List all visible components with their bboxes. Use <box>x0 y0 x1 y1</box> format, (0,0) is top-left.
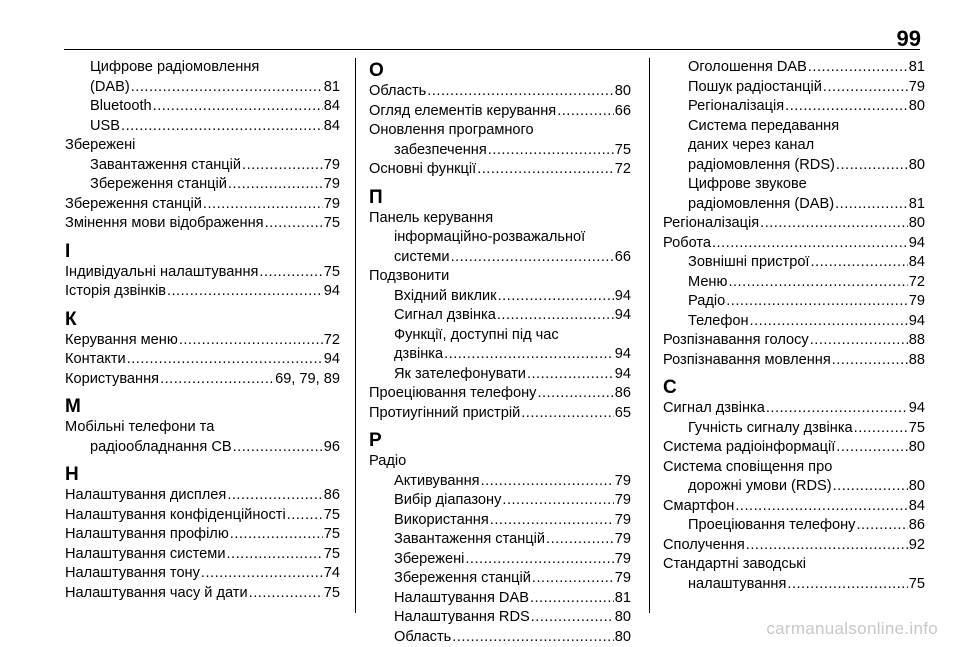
index-subentry <box>663 117 925 137</box>
index-term: Вхідний виклик <box>394 287 497 307</box>
index-subentry <box>663 516 925 536</box>
index-term: Налаштування DAB <box>394 589 529 609</box>
index-subentry <box>369 511 631 531</box>
index-page-ref[interactable]: 79 <box>615 550 631 570</box>
index-subentry <box>369 530 631 550</box>
index-subentry <box>663 175 925 195</box>
index-entry <box>369 384 631 404</box>
index-term: Мобільні телефони та <box>65 418 214 438</box>
index-term: радіомовлення (RDS) <box>688 156 835 176</box>
index-term: радіомовлення (DAB) <box>688 195 834 215</box>
index-entry <box>65 418 340 438</box>
index-subentry <box>663 273 925 293</box>
index-page-ref[interactable]: 96 <box>324 438 340 458</box>
index-page-ref[interactable]: 86 <box>324 486 340 506</box>
index-subentry <box>65 58 340 78</box>
dot-leader <box>766 399 908 419</box>
index-page-ref[interactable]: 65 <box>615 404 631 424</box>
index-term: Регіоналізація <box>688 97 784 117</box>
dot-leader <box>726 292 908 312</box>
index-page-ref[interactable]: 79 <box>615 491 631 511</box>
index-entry <box>369 267 631 287</box>
dot-leader <box>259 263 322 283</box>
index-subentry <box>369 248 631 268</box>
index-page-ref[interactable]: 75 <box>324 263 340 283</box>
dot-leader <box>498 287 614 307</box>
index-term: USB <box>90 117 120 137</box>
index-page-ref[interactable]: 80 <box>909 477 925 497</box>
index-term: Збереження станцій <box>90 175 227 195</box>
index-entry <box>65 584 340 604</box>
index-subentry <box>369 228 631 248</box>
dot-leader <box>230 525 323 545</box>
index-entry <box>65 486 340 506</box>
index-term: Як зателефонувати <box>394 365 526 385</box>
index-page-ref[interactable]: 80 <box>909 214 925 234</box>
index-page-ref[interactable]: 94 <box>324 282 340 302</box>
index-subentry <box>663 575 925 595</box>
index-term: Налаштування профілю <box>65 525 229 545</box>
index-subentry <box>65 97 340 117</box>
index-term: Оновлення програмного <box>369 121 534 141</box>
index-page-ref[interactable]: 79 <box>615 530 631 550</box>
dot-leader <box>233 438 323 458</box>
index-page-ref[interactable]: 88 <box>909 351 925 371</box>
index-subentry <box>663 156 925 176</box>
index-page-ref[interactable]: 79 <box>324 175 340 195</box>
dot-leader <box>760 214 908 234</box>
dot-leader <box>833 477 908 497</box>
index-term: Цифрове радіомовлення <box>90 58 259 78</box>
dot-leader <box>557 102 614 122</box>
dot-leader <box>750 312 908 332</box>
index-entry <box>65 136 340 156</box>
index-page-ref[interactable]: 75 <box>324 545 340 565</box>
index-entry <box>369 160 631 180</box>
index-page-ref[interactable]: 94 <box>909 399 925 419</box>
index-subentry <box>65 438 340 458</box>
dot-leader <box>127 350 323 370</box>
dot-leader <box>531 608 614 628</box>
index-subentry <box>663 477 925 497</box>
index-subentry <box>663 136 925 156</box>
index-subentry <box>663 292 925 312</box>
index-term: дзвінка <box>394 345 443 365</box>
index-page-ref[interactable]: 75 <box>615 141 631 161</box>
dot-leader <box>787 575 907 595</box>
index-page-ref[interactable]: 94 <box>615 306 631 326</box>
index-term: Змінення мови відображення <box>65 214 264 234</box>
index-term: Сигнал дзвінка <box>663 399 765 419</box>
index-letter-heading: Н <box>65 464 340 486</box>
index-term: інформаційно-розважальної <box>394 228 585 248</box>
index-term: Зовнішні пристрої <box>688 253 810 273</box>
index-entry <box>663 536 925 556</box>
dot-leader <box>521 404 614 424</box>
index-page-ref[interactable]: 79 <box>324 195 340 215</box>
header-rule <box>64 49 920 50</box>
index-subentry <box>369 628 631 647</box>
index-letter-heading: О <box>369 60 631 82</box>
index-page-ref[interactable]: 94 <box>615 345 631 365</box>
index-letter-heading: М <box>65 396 340 418</box>
index-term: забезпечення <box>394 141 487 161</box>
index-term: дорожні умови (RDS) <box>688 477 832 497</box>
index-term: Функції, доступні під час <box>394 326 559 346</box>
index-term: Використання <box>394 511 489 531</box>
index-term: Керування меню <box>65 331 178 351</box>
index-subentry <box>369 589 631 609</box>
index-subentry <box>369 608 631 628</box>
index-term: даних через канал <box>688 136 814 156</box>
index-term: Оголошення DAB <box>688 58 807 78</box>
index-term: Розпізнавання голосу <box>663 331 809 351</box>
index-page-ref[interactable]: 80 <box>909 97 925 117</box>
index-entry <box>65 525 340 545</box>
dot-leader <box>179 331 323 351</box>
dot-leader <box>808 58 908 78</box>
dot-leader <box>835 195 908 215</box>
index-term: Пошук радіостанцій <box>688 78 822 98</box>
index-letter-heading: І <box>65 241 340 263</box>
index-entry <box>369 102 631 122</box>
dot-leader <box>854 419 908 439</box>
index-subentry <box>65 78 340 98</box>
index-subentry <box>663 419 925 439</box>
index-entry <box>663 351 925 371</box>
index-page-ref[interactable]: 84 <box>324 97 340 117</box>
dot-leader <box>153 97 323 117</box>
index-entry <box>65 214 340 234</box>
index-subentry <box>369 550 631 570</box>
dot-leader <box>167 282 323 302</box>
index-letter-heading: Р <box>369 430 631 452</box>
index-term: Вибір діапазону <box>394 491 501 511</box>
index-term: Користування <box>65 370 159 390</box>
index-term: Область <box>394 628 451 647</box>
index-term: Завантаження станцій <box>90 156 241 176</box>
index-column-3 <box>663 58 925 594</box>
index-page-ref[interactable]: 72 <box>909 273 925 293</box>
index-entry <box>369 209 631 229</box>
index-page-ref[interactable]: 84 <box>324 117 340 137</box>
index-letter-heading: П <box>369 187 631 209</box>
dot-leader <box>465 550 613 570</box>
index-term: Збережені <box>65 136 135 156</box>
index-term: Робота <box>663 234 711 254</box>
index-entry <box>663 438 925 458</box>
index-page-ref[interactable]: 72 <box>324 331 340 351</box>
dot-leader <box>451 248 614 268</box>
dot-leader <box>836 438 907 458</box>
dot-leader <box>228 175 323 195</box>
index-term: Проеціювання телефону <box>369 384 536 404</box>
dot-leader <box>444 345 614 365</box>
index-term: Завантаження станцій <box>394 530 545 550</box>
dot-leader <box>836 156 908 176</box>
dot-leader <box>810 331 908 351</box>
index-term: Активування <box>394 472 480 492</box>
index-term: Смартфон <box>663 497 734 517</box>
index-subentry <box>369 287 631 307</box>
index-page-ref[interactable]: 80 <box>909 156 925 176</box>
index-term: Система передавання <box>688 117 839 137</box>
dot-leader <box>452 628 613 647</box>
index-term: Налаштування тону <box>65 564 200 584</box>
index-subentry <box>369 141 631 161</box>
dot-leader <box>785 97 908 117</box>
dot-leader <box>249 584 323 604</box>
index-page-ref[interactable]: 94 <box>324 350 340 370</box>
index-page-ref[interactable]: 79 <box>909 78 925 98</box>
dot-leader <box>823 78 908 98</box>
index-page-ref[interactable]: 79 <box>615 511 631 531</box>
dot-leader <box>497 306 614 326</box>
dot-leader <box>546 530 614 550</box>
index-entry <box>663 399 925 419</box>
index-page-ref[interactable]: 66 <box>615 102 631 122</box>
index-page-ref[interactable]: 79 <box>615 472 631 492</box>
index-subentry <box>65 156 340 176</box>
index-entry <box>65 564 340 584</box>
index-subentry <box>663 58 925 78</box>
dot-leader <box>227 486 322 506</box>
index-page-ref[interactable]: 94 <box>909 234 925 254</box>
index-subentry <box>369 491 631 511</box>
dot-leader <box>121 117 323 137</box>
dot-leader <box>160 370 274 390</box>
index-entry <box>663 497 925 517</box>
index-page-ref[interactable]: 94 <box>909 312 925 332</box>
index-term: Сигнал дзвінка <box>394 306 496 326</box>
index-term: Система радіоінформації <box>663 438 835 458</box>
index-term: Область <box>369 82 426 102</box>
index-term: Налаштування часу й дати <box>65 584 248 604</box>
column-divider <box>355 58 356 613</box>
index-term: Проеціювання телефону <box>688 516 855 536</box>
index-subentry <box>663 253 925 273</box>
index-page-ref[interactable]: 81 <box>615 589 631 609</box>
index-term: Цифрове звукове <box>688 175 807 195</box>
index-page-ref[interactable]: 80 <box>909 438 925 458</box>
index-term: Стандартні заводські <box>663 555 806 575</box>
index-subentry <box>65 117 340 137</box>
index-entry <box>369 452 631 472</box>
dot-leader <box>811 253 908 273</box>
index-term: Історія дзвінків <box>65 282 166 302</box>
dot-leader <box>227 545 323 565</box>
dot-leader <box>477 160 614 180</box>
index-subentry <box>663 97 925 117</box>
index-term: Панель керування <box>369 209 493 229</box>
index-entry <box>369 121 631 141</box>
index-page-ref[interactable]: 92 <box>909 536 925 556</box>
index-term: (DAB) <box>90 78 130 98</box>
dot-leader <box>537 384 613 404</box>
index-term: радіообладнання CB <box>90 438 232 458</box>
index-subentry <box>369 472 631 492</box>
index-term: Збереження станцій <box>65 195 202 215</box>
dot-leader <box>856 516 907 536</box>
index-page-ref[interactable]: 75 <box>324 214 340 234</box>
index-letter-heading: К <box>65 309 340 331</box>
index-page-ref[interactable]: 79 <box>324 156 340 176</box>
index-entry <box>65 282 340 302</box>
index-entry <box>65 545 340 565</box>
dot-leader <box>502 491 613 511</box>
index-page-ref[interactable]: 69, 79, 89 <box>275 370 340 390</box>
index-entry <box>65 350 340 370</box>
index-term: Налаштування системи <box>65 545 226 565</box>
index-term: Меню <box>688 273 727 293</box>
index-page-ref[interactable]: 80 <box>615 82 631 102</box>
dot-leader <box>530 589 614 609</box>
index-page-ref[interactable]: 74 <box>324 564 340 584</box>
index-page-ref[interactable]: 81 <box>909 58 925 78</box>
dot-leader <box>490 511 614 531</box>
index-subentry <box>663 312 925 332</box>
dot-leader <box>242 156 323 176</box>
index-term: Гучність сигналу дзвінка <box>688 419 853 439</box>
index-term: Налаштування конфіденційності <box>65 506 286 526</box>
dot-leader <box>488 141 614 161</box>
dot-leader <box>532 569 614 589</box>
index-term: системи <box>394 248 450 268</box>
dot-leader <box>427 82 613 102</box>
dot-leader <box>287 506 323 526</box>
index-page-ref[interactable]: 86 <box>909 516 925 536</box>
index-entry <box>663 555 925 575</box>
index-entry <box>65 506 340 526</box>
index-entry <box>65 195 340 215</box>
index-column-1 <box>65 58 340 603</box>
column-divider <box>649 58 650 613</box>
index-entry <box>663 458 925 478</box>
index-subentry <box>369 365 631 385</box>
index-page-ref[interactable]: 94 <box>615 287 631 307</box>
index-page-ref[interactable]: 75 <box>909 575 925 595</box>
index-term: Основні функції <box>369 160 476 180</box>
index-term: Розпізнавання мовлення <box>663 351 831 371</box>
index-entry <box>663 214 925 234</box>
index-term: Огляд елементів керування <box>369 102 556 122</box>
index-subentry <box>663 195 925 215</box>
index-term: Налаштування RDS <box>394 608 530 628</box>
index-entry <box>65 263 340 283</box>
index-entry <box>663 331 925 351</box>
index-page-ref[interactable]: 66 <box>615 248 631 268</box>
index-entry <box>65 370 340 390</box>
index-page-ref[interactable]: 79 <box>909 292 925 312</box>
index-term: Система сповіщення про <box>663 458 832 478</box>
index-subentry <box>369 326 631 346</box>
index-term: Регіоналізація <box>663 214 759 234</box>
index-subentry <box>369 345 631 365</box>
index-subentry <box>65 175 340 195</box>
index-column-2 <box>369 58 631 647</box>
index-term: Подзвонити <box>369 267 449 287</box>
dot-leader <box>131 78 323 98</box>
index-page-ref[interactable]: 84 <box>909 497 925 517</box>
dot-leader <box>712 234 908 254</box>
index-page-ref[interactable]: 75 <box>324 506 340 526</box>
index-entry <box>663 234 925 254</box>
dot-leader <box>265 214 323 234</box>
index-term: Bluetooth <box>90 97 152 117</box>
page-number: 99 <box>897 26 921 52</box>
index-subentry <box>663 78 925 98</box>
dot-leader <box>746 536 908 556</box>
index-page-ref[interactable]: 81 <box>324 78 340 98</box>
index-term: Контакти <box>65 350 126 370</box>
index-term: Телефон <box>688 312 749 332</box>
dot-leader <box>527 365 614 385</box>
index-entry <box>369 82 631 102</box>
dot-leader <box>201 564 323 584</box>
dot-leader <box>203 195 323 215</box>
index-page-ref[interactable]: 94 <box>615 365 631 385</box>
index-page-ref[interactable]: 86 <box>615 384 631 404</box>
index-term: Протиугінний пристрій <box>369 404 520 424</box>
index-page-ref[interactable]: 84 <box>909 253 925 273</box>
index-page-ref[interactable]: 80 <box>615 628 631 647</box>
index-entry <box>369 404 631 424</box>
dot-leader <box>832 351 908 371</box>
index-term: Індивідуальні налаштування <box>65 263 258 283</box>
index-page-ref[interactable]: 88 <box>909 331 925 351</box>
index-page-ref[interactable]: 80 <box>615 608 631 628</box>
dot-leader <box>728 273 907 293</box>
index-page-ref[interactable]: 72 <box>615 160 631 180</box>
index-term: Збереження станцій <box>394 569 531 589</box>
index-page-ref[interactable]: 75 <box>909 419 925 439</box>
dot-leader <box>481 472 614 492</box>
index-letter-heading: С <box>663 377 925 399</box>
index-subentry <box>369 306 631 326</box>
index-term: Налаштування дисплея <box>65 486 226 506</box>
watermark: carmanualsonline.info <box>766 619 938 639</box>
index-page-ref[interactable]: 79 <box>615 569 631 589</box>
index-term: Радіо <box>369 452 406 472</box>
index-term: Збережені <box>394 550 464 570</box>
dot-leader <box>735 497 907 517</box>
index-subentry <box>369 569 631 589</box>
index-term: Радіо <box>688 292 725 312</box>
index-page-ref[interactable]: 75 <box>324 584 340 604</box>
index-entry <box>65 331 340 351</box>
index-page-ref[interactable]: 75 <box>324 525 340 545</box>
index-term: налаштування <box>688 575 786 595</box>
index-term: Сполучення <box>663 536 745 556</box>
index-page-ref[interactable]: 81 <box>909 195 925 215</box>
